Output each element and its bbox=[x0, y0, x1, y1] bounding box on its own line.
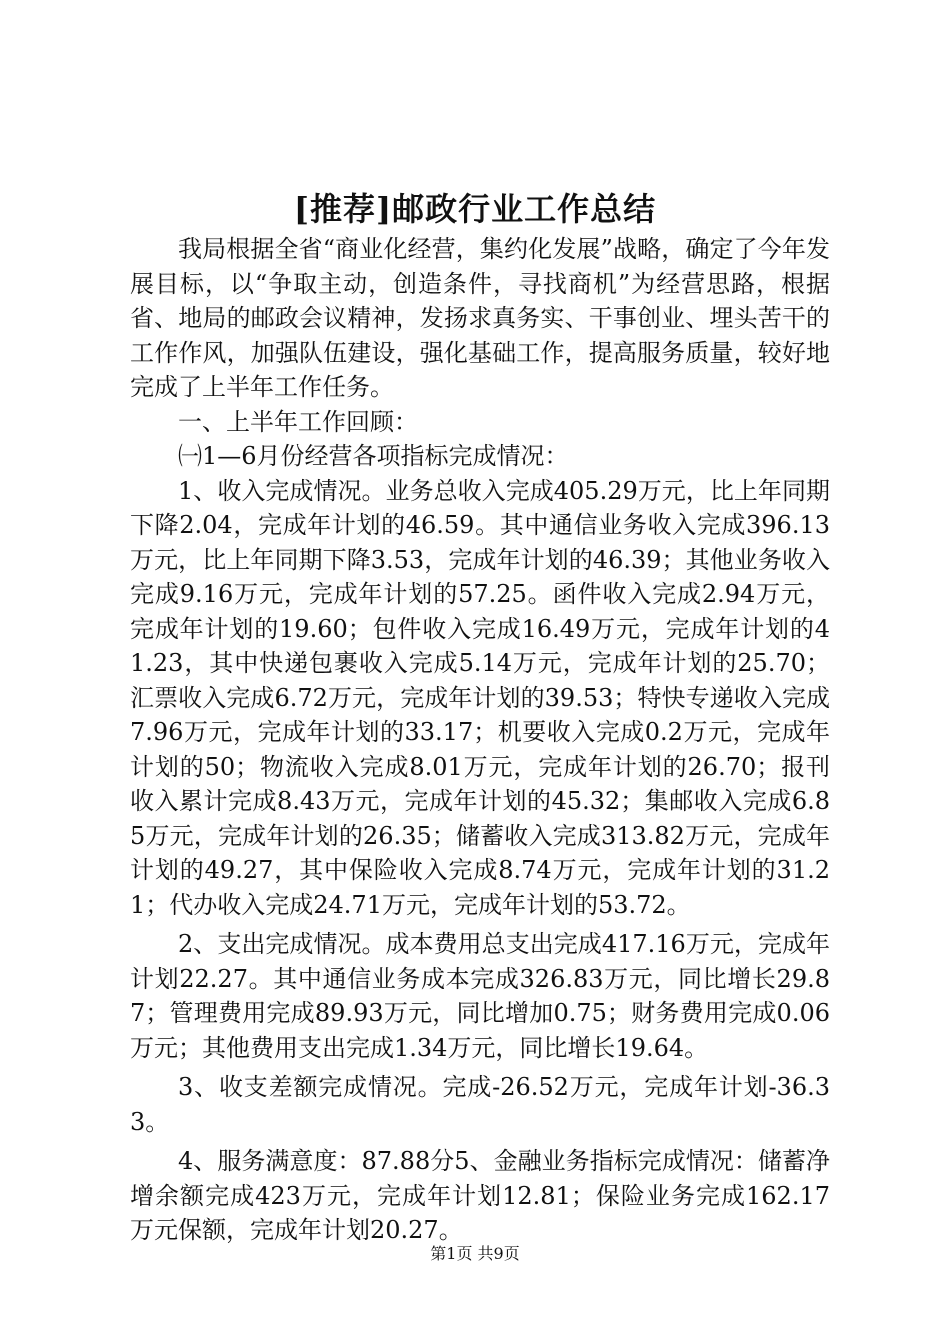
document-body bbox=[130, 232, 830, 1248]
document-title: [推荐]邮政行业工作总结 bbox=[293, 190, 657, 228]
page-footer: 第1页 共9页 bbox=[430, 1244, 520, 1263]
satisfaction-paragraph: 4、服务满意度：87.88分5、金融业务指标完成情况：储蓄净增余额完成423万元，完成年计划12.81；保险业务完成162.17万元保额，完成年计划20.27。 bbox=[130, 1147, 830, 1244]
subsection-heading: ㈠1—6月份经营各项指标完成情况： bbox=[178, 442, 569, 470]
balance-paragraph: 3、收支差额完成情况。完成-26.52万元，完成年计划-36.33。 bbox=[130, 1073, 830, 1136]
intro-paragraph: 我局根据全省“商业化经营，集约化发展”战略，确定了今年发展目标，以“争取主动，创造条件，寻找商机”为经营思路，根据省、地局的邮政会议精神，发扬求真务实、干事创业、埋头苦干的工作作风，加强队伍建设，强化基础工作，提高服务质量，较好地完成了上半年工作任务。 bbox=[130, 235, 830, 401]
expense-paragraph: 2、支出完成情况。成本费用总支出完成417.16万元，完成年计划22.27。其中通信业务成本完成326.83万元，同比增长29.87；管理费用完成89.93万元，同比增加0.75；财务费用完成0.06万元；其他费用支出完成1.34万元，同比增长19.64。 bbox=[130, 930, 830, 1062]
income-paragraph: 1、收入完成情况。业务总收入完成405.29万元，比上年同期下降2.04，完成年计划的46.59。其中通信业务收入完成396.13万元，比上年同期下降3.53，完成年计划的46.39；其他业务收入完成9.16万元，完成年计划的57.25。函件收入完成2.94万元，完成年计划的19.60；包件收入完成16.49万元，完成年计划的41.23，其中快递包裹收入完成5.14万元，完成年计划的25.70；汇票收入完成6.72万元，完成年计划的39.53；特快专递收入完成7.96万元，完成年计划的33.17；机要收入完成0.2万元，完成年计划的50；物流收入完成8.01万元，完成年计划的26.70；报刊收入累计完成8.43万元，完成年计划的45.32；集邮收入完成6.85万元，完成年计划的26.35；储蓄收入完成313.82万元，完成年计划的49.27，其中保险收入完成8.74万元，完成年计划的31.21；代办收入完成24.71万元，完成年计划的53.72。 bbox=[130, 476, 830, 919]
section-heading: 一、上半年工作回顾： bbox=[178, 407, 418, 436]
